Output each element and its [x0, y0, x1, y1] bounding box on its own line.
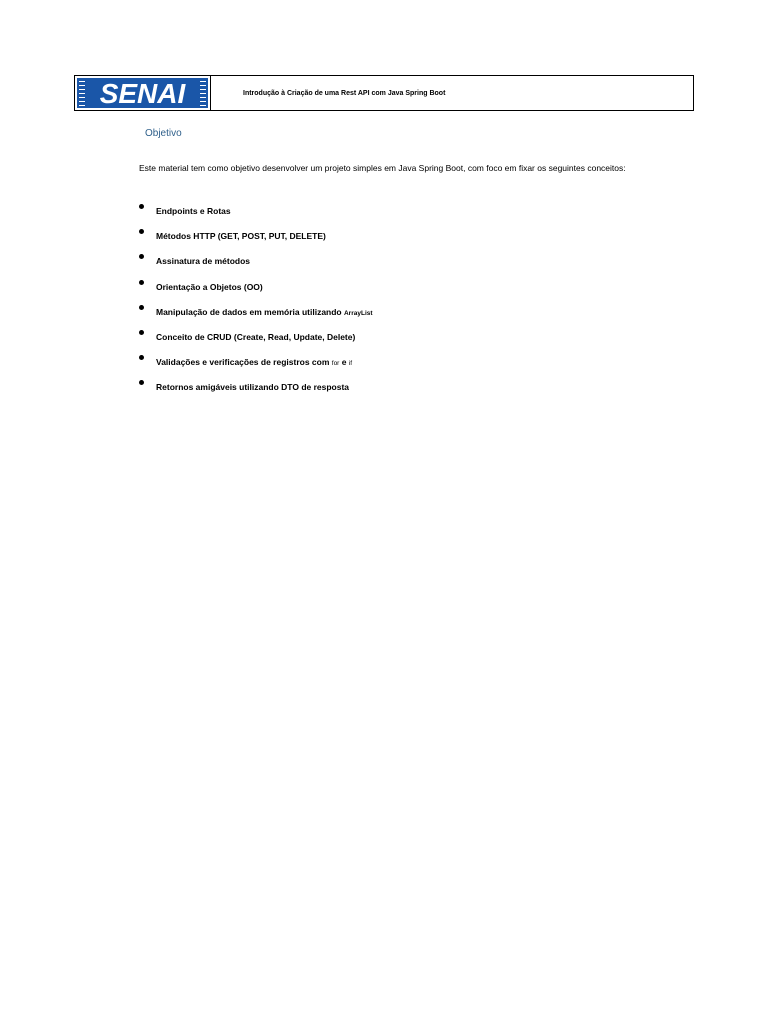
intro-paragraph: Este material tem como objetivo desenvolver um projeto simples em Java Spring Boot, com foco em fixar os seguintes conceitos: — [139, 163, 626, 173]
bullet-icon — [139, 380, 144, 385]
list-item-text — [156, 357, 352, 367]
logo-cell — [75, 76, 211, 110]
bullet-icon — [139, 229, 144, 234]
list-item-text: Endpoints e Rotas — [156, 206, 231, 216]
section-heading: Objetivo — [145, 128, 182, 139]
list-item-label: Validações e verificações de registros com — [156, 357, 332, 368]
document-header — [74, 75, 694, 111]
list-item-text — [156, 307, 373, 317]
list-item-text: Conceito de CRUD (Create, Read, Update, Delete) — [156, 331, 356, 342]
bullet-icon — [139, 280, 144, 285]
list-item-text: Orientação a Objetos (OO) — [156, 281, 263, 292]
code-term: for — [331, 360, 340, 368]
list-item-text: Métodos HTTP (GET, POST, PUT, DELETE) — [156, 231, 326, 242]
document-title: Introdução à Criação de uma Rest API com Java Spring Boot — [243, 89, 446, 97]
senai-logo — [77, 78, 208, 108]
bullet-icon — [139, 355, 144, 360]
code-term: if — [348, 360, 353, 368]
bullet-icon — [139, 305, 144, 310]
bullet-icon — [139, 330, 144, 335]
bullet-icon — [139, 254, 144, 259]
list-item-label: Manipulação de dados em memória utilizando — [156, 306, 344, 317]
list-item-connector: e — [339, 357, 349, 368]
logo-text: SENAI — [99, 78, 186, 108]
list-item-text: Retornos amigáveis utilizando DTO de resposta — [156, 382, 350, 393]
list-item-text: Assinatura de métodos — [156, 256, 250, 267]
bullet-icon — [139, 204, 144, 209]
code-term: ArrayList — [343, 309, 373, 317]
